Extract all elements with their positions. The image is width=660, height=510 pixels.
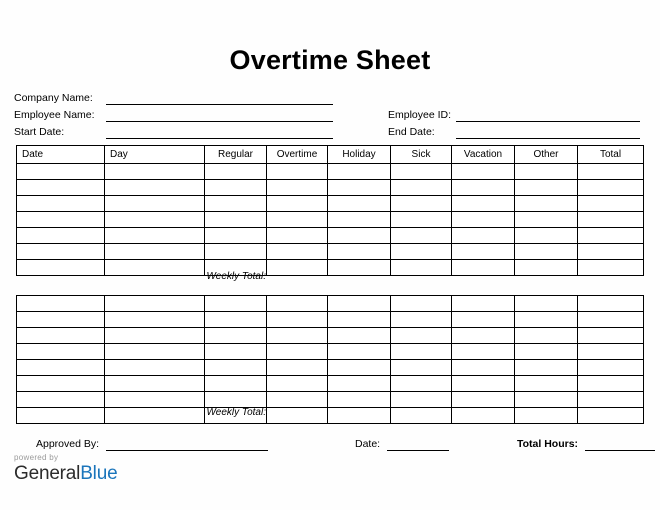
- employee-name-label: Employee Name:: [14, 109, 95, 121]
- table-row: [17, 360, 644, 376]
- table-cell[interactable]: [328, 376, 391, 392]
- table-cell[interactable]: [452, 212, 515, 228]
- brand-logo: [14, 453, 214, 485]
- signature-date-field-row: [355, 436, 449, 451]
- start-date-field-row: [14, 124, 333, 139]
- table-cell[interactable]: [267, 228, 328, 244]
- table-cell[interactable]: [391, 344, 452, 360]
- table-cell[interactable]: [328, 360, 391, 376]
- table-cell[interactable]: [17, 312, 105, 328]
- table-cell[interactable]: [578, 376, 644, 392]
- table-cell[interactable]: [17, 360, 105, 376]
- table-cell[interactable]: [105, 392, 205, 408]
- column-header-regular: Regular: [205, 146, 267, 164]
- approved-by-input[interactable]: [106, 439, 268, 451]
- signature-date-label: Date:: [355, 438, 381, 450]
- table-cell[interactable]: [515, 328, 578, 344]
- table-cell[interactable]: [267, 328, 328, 344]
- table-cell[interactable]: [391, 228, 452, 244]
- table-cell[interactable]: [205, 196, 267, 212]
- table-cell[interactable]: [267, 180, 328, 196]
- table-cell[interactable]: [515, 296, 578, 312]
- table-cell[interactable]: [452, 228, 515, 244]
- table-cell[interactable]: [578, 164, 644, 180]
- header-form: [0, 88, 660, 136]
- table-cell[interactable]: [391, 244, 452, 260]
- table-cell[interactable]: [578, 408, 644, 424]
- table-cell[interactable]: [391, 180, 452, 196]
- table-cell[interactable]: [452, 196, 515, 212]
- table-cell[interactable]: [452, 296, 515, 312]
- table-cell[interactable]: [105, 344, 205, 360]
- table-cell[interactable]: [452, 408, 515, 424]
- table-cell[interactable]: [328, 312, 391, 328]
- end-date-field-row: [388, 124, 640, 139]
- table-cell[interactable]: [267, 196, 328, 212]
- column-header-holiday: Holiday: [328, 146, 391, 164]
- table-cell[interactable]: [328, 296, 391, 312]
- end-date-label: End Date:: [388, 126, 435, 138]
- table-cell[interactable]: [205, 164, 267, 180]
- table-cell[interactable]: [391, 196, 452, 212]
- table-cell[interactable]: [205, 328, 267, 344]
- table-cell[interactable]: [267, 392, 328, 408]
- table-cell[interactable]: [391, 408, 452, 424]
- table-cell[interactable]: [515, 344, 578, 360]
- table-cell[interactable]: [17, 212, 105, 228]
- table-cell[interactable]: [328, 228, 391, 244]
- table-cell[interactable]: [391, 164, 452, 180]
- table-cell[interactable]: [328, 180, 391, 196]
- table-cell[interactable]: [391, 392, 452, 408]
- page-title: Overtime Sheet: [229, 45, 431, 75]
- end-date-input[interactable]: [456, 127, 640, 139]
- table-cell[interactable]: [105, 312, 205, 328]
- table-cell[interactable]: [391, 360, 452, 376]
- table-cell[interactable]: [17, 228, 105, 244]
- table-cell[interactable]: [17, 180, 105, 196]
- week-two-table: [16, 295, 644, 424]
- approved-by-field-row: [36, 436, 268, 451]
- table-cell[interactable]: [515, 312, 578, 328]
- table-cell[interactable]: [578, 180, 644, 196]
- table-cell[interactable]: [578, 344, 644, 360]
- table-cell[interactable]: [452, 164, 515, 180]
- employee-id-label: Employee ID:: [388, 109, 452, 121]
- table-cell[interactable]: [328, 212, 391, 228]
- table-cell[interactable]: [105, 360, 205, 376]
- table-cell[interactable]: [452, 360, 515, 376]
- total-hours-field-row: [517, 436, 655, 451]
- table-cell[interactable]: [267, 312, 328, 328]
- table-cell[interactable]: [515, 180, 578, 196]
- table-cell[interactable]: [578, 328, 644, 344]
- column-header-total: Total: [578, 146, 644, 164]
- table-cell[interactable]: [17, 164, 105, 180]
- table-cell[interactable]: [205, 376, 267, 392]
- employee-name-field-row: [14, 107, 333, 122]
- table-row: [17, 376, 644, 392]
- wordmark-blue: Blue: [80, 463, 118, 484]
- table-cell[interactable]: [578, 244, 644, 260]
- table-cell[interactable]: [17, 296, 105, 312]
- table-cell[interactable]: [267, 360, 328, 376]
- table-header-row: [17, 146, 644, 164]
- table-cell[interactable]: [328, 244, 391, 260]
- table-cell[interactable]: [391, 212, 452, 228]
- table-row: [17, 244, 644, 260]
- table-cell[interactable]: [328, 164, 391, 180]
- table-cell[interactable]: [578, 296, 644, 312]
- table-cell[interactable]: [267, 260, 328, 276]
- table-cell[interactable]: [515, 360, 578, 376]
- table-cell[interactable]: [205, 228, 267, 244]
- table-cell[interactable]: [267, 244, 328, 260]
- column-header-date: Date: [17, 146, 105, 164]
- table-cell[interactable]: [17, 328, 105, 344]
- table-cell[interactable]: [391, 260, 452, 276]
- table-cell[interactable]: [17, 344, 105, 360]
- table-cell[interactable]: [328, 196, 391, 212]
- table-cell[interactable]: [328, 408, 391, 424]
- table-cell[interactable]: [515, 392, 578, 408]
- column-header-day: Day: [105, 146, 205, 164]
- company-name-label: Company Name:: [14, 92, 93, 104]
- weekly-total-label-one: Weekly Total:: [206, 271, 266, 282]
- week-one-table-head: [17, 146, 644, 164]
- table-cell[interactable]: [267, 164, 328, 180]
- table-cell[interactable]: [515, 228, 578, 244]
- table-cell[interactable]: [205, 180, 267, 196]
- table-cell[interactable]: [452, 260, 515, 276]
- start-date-input[interactable]: [106, 127, 333, 139]
- generalblue-wordmark: [14, 463, 214, 485]
- table-cell[interactable]: [328, 328, 391, 344]
- table-cell[interactable]: [452, 392, 515, 408]
- table-cell[interactable]: [515, 376, 578, 392]
- table-cell[interactable]: [205, 296, 267, 312]
- table-cell[interactable]: [105, 376, 205, 392]
- column-header-sick: Sick: [391, 146, 452, 164]
- table-cell[interactable]: [205, 244, 267, 260]
- start-date-label: Start Date:: [14, 126, 65, 138]
- powered-by-label: powered by: [14, 453, 59, 462]
- table-cell[interactable]: [205, 392, 267, 408]
- column-header-overtime: Overtime: [267, 146, 328, 164]
- signature-date-input[interactable]: [387, 439, 449, 451]
- table-cell[interactable]: [391, 296, 452, 312]
- table-row: [17, 312, 644, 328]
- table-cell[interactable]: [105, 244, 205, 260]
- table-cell[interactable]: [17, 376, 105, 392]
- table-cell[interactable]: [391, 376, 452, 392]
- table-row: [17, 164, 644, 180]
- table-cell[interactable]: [205, 312, 267, 328]
- table-row: [17, 196, 644, 212]
- table-cell[interactable]: [515, 260, 578, 276]
- company-name-field-row: [14, 90, 333, 105]
- table-cell[interactable]: [105, 296, 205, 312]
- table-cell[interactable]: [391, 328, 452, 344]
- column-header-other: Other: [515, 146, 578, 164]
- table-cell[interactable]: [205, 344, 267, 360]
- table-cell[interactable]: [267, 344, 328, 360]
- week-two-table-body: [17, 296, 644, 424]
- table-row: [17, 392, 644, 408]
- company-name-input[interactable]: [106, 93, 333, 105]
- table-cell[interactable]: [267, 296, 328, 312]
- table-cell[interactable]: [205, 360, 267, 376]
- table-cell[interactable]: [105, 212, 205, 228]
- table-cell[interactable]: [515, 408, 578, 424]
- employee-id-input[interactable]: [456, 110, 640, 122]
- table-row: [17, 228, 644, 244]
- table-cell[interactable]: [328, 260, 391, 276]
- table-cell[interactable]: [105, 228, 205, 244]
- table-cell[interactable]: [17, 244, 105, 260]
- table-cell[interactable]: [17, 196, 105, 212]
- table-cell[interactable]: [17, 392, 105, 408]
- total-hours-input[interactable]: [585, 439, 655, 451]
- table-cell[interactable]: [205, 212, 267, 228]
- week-one-table-body: [17, 164, 644, 276]
- table-cell[interactable]: [452, 180, 515, 196]
- table-row: [17, 328, 644, 344]
- table-cell[interactable]: [578, 196, 644, 212]
- table-cell[interactable]: [515, 196, 578, 212]
- table-cell[interactable]: [105, 196, 205, 212]
- table-cell[interactable]: [515, 244, 578, 260]
- table-row: [17, 212, 644, 228]
- table-cell[interactable]: [578, 312, 644, 328]
- table-cell[interactable]: [515, 212, 578, 228]
- table-cell[interactable]: [515, 164, 578, 180]
- table-cell[interactable]: [578, 212, 644, 228]
- weekly-total-label-two: Weekly Total:: [206, 407, 266, 418]
- table-cell[interactable]: [105, 180, 205, 196]
- table-cell[interactable]: [578, 260, 644, 276]
- table-cell[interactable]: [452, 244, 515, 260]
- column-header-vacation: Vacation: [452, 146, 515, 164]
- employee-name-input[interactable]: [106, 110, 333, 122]
- table-row: [17, 296, 644, 312]
- table-cell[interactable]: [578, 392, 644, 408]
- wordmark-general: General: [14, 463, 81, 484]
- table-cell[interactable]: [578, 360, 644, 376]
- table-cell[interactable]: [452, 328, 515, 344]
- table-cell[interactable]: [578, 228, 644, 244]
- table-cell[interactable]: [391, 312, 452, 328]
- table-cell[interactable]: [267, 376, 328, 392]
- total-hours-label: Total Hours:: [517, 438, 579, 450]
- employee-id-field-row: [388, 107, 640, 122]
- table-cell[interactable]: [328, 392, 391, 408]
- table-cell[interactable]: [452, 344, 515, 360]
- table-row: [17, 180, 644, 196]
- table-cell[interactable]: [267, 408, 328, 424]
- approved-by-label: Approved By:: [36, 438, 100, 450]
- table-cell[interactable]: [105, 328, 205, 344]
- table-cell[interactable]: [452, 376, 515, 392]
- table-row: [17, 344, 644, 360]
- table-cell[interactable]: [267, 212, 328, 228]
- table-cell[interactable]: [328, 344, 391, 360]
- table-cell[interactable]: [105, 164, 205, 180]
- week-one-table: [16, 145, 644, 276]
- table-cell[interactable]: [452, 312, 515, 328]
